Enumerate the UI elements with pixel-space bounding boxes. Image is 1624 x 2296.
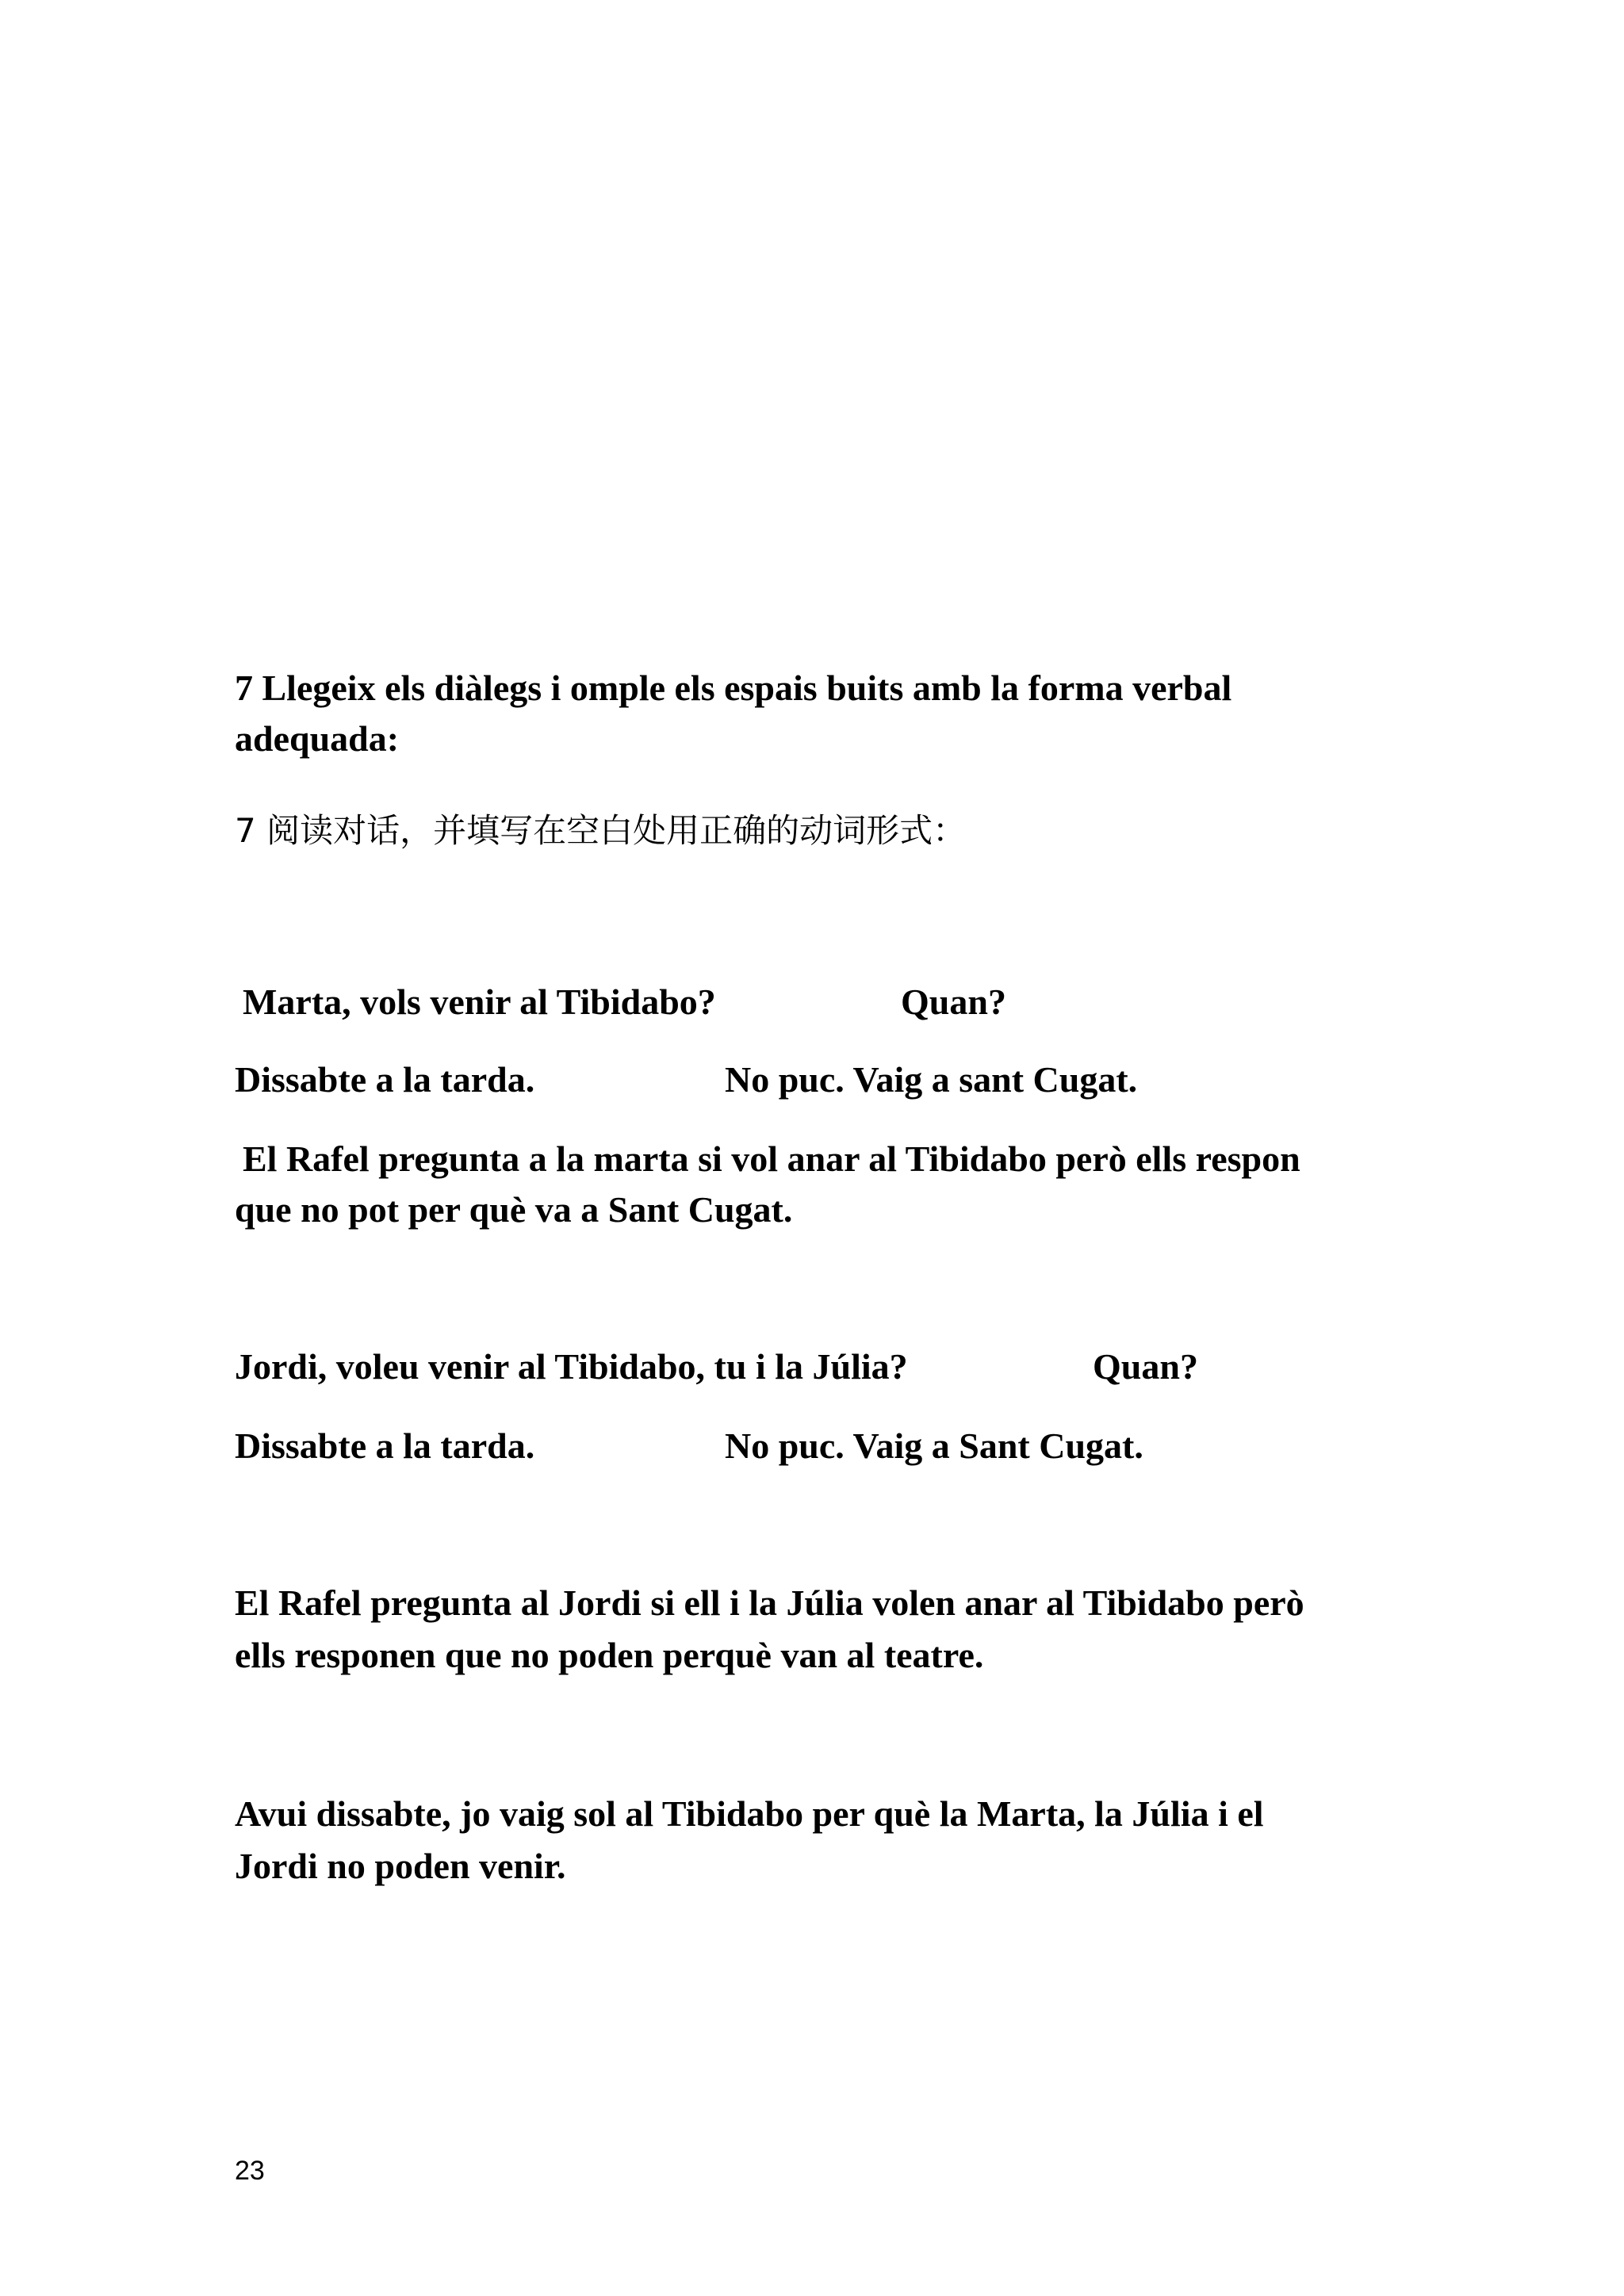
conclusion-line2: Jordi no poden venir.: [235, 1846, 566, 1886]
dialogue2-answer: Dissabte a la tarda.: [235, 1425, 535, 1466]
exercise-title-line2: adequada:: [235, 718, 400, 759]
dialogue2-response: No puc. Vaig a Sant Cugat.: [725, 1425, 1143, 1466]
dialogue1-summary-line1: El Rafel pregunta a la marta si vol anar al Tibidabo però ells respon: [243, 1138, 1300, 1179]
dialogue2-reply: Quan?: [1093, 1346, 1198, 1387]
dialogue1-answer: Dissabte a la tarda.: [235, 1059, 535, 1100]
dialogue1-response: No puc. Vaig a sant Cugat.: [725, 1059, 1138, 1100]
page-number: 23: [235, 2156, 265, 2186]
dialogue2-question: Jordi, voleu venir al Tibidabo, tu i la Júlia?: [235, 1346, 908, 1387]
conclusion-line1: Avui dissabte, jo vaig sol al Tibidabo per què la Marta, la Júlia i el: [235, 1793, 1264, 1834]
exercise-translation: 7 阅读对话，并填写在空白处用正确的动词形式：: [235, 811, 967, 850]
dialogue1-reply: Quan?: [901, 982, 1006, 1022]
dialogue2-summary-line1: El Rafel pregunta al Jordi si ell i la Júlia volen anar al Tibidabo però: [235, 1582, 1304, 1623]
dialogue1-summary-line2: que no pot per què va a Sant Cugat.: [235, 1189, 793, 1230]
dialogue2-summary-line2: ells responen que no poden perquè van al teatre.: [235, 1635, 984, 1675]
dialogue1-question: Marta, vols venir al Tibidabo?: [243, 982, 716, 1022]
exercise-title-line1: 7 Llegeix els diàlegs i omple els espais buits amb la forma verbal: [235, 668, 1232, 708]
